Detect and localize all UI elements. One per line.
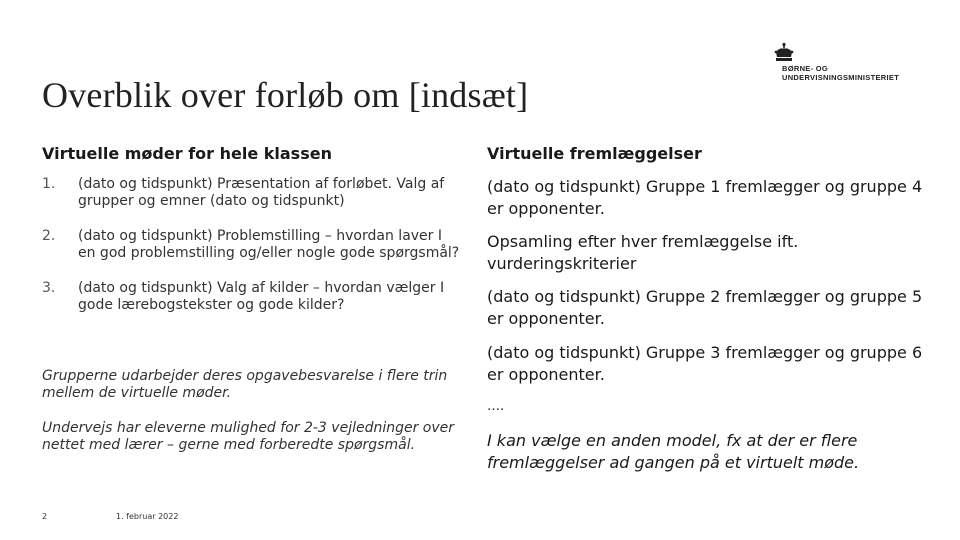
ministry-logo [770, 42, 930, 90]
alternative-model-note: I kan vælge en anden model, fx at der er flere fremlæggelser ad gangen på et virtuelt møde. [487, 431, 860, 472]
summary-note: Opsamling efter hver fremlæggelse ift. vurderingskriterier [487, 232, 799, 273]
right-heading: Virtuelle fremlæggelser [487, 144, 702, 163]
list-item-text: (dato og tidspunkt) Problemstilling – hvordan laver I en god problemstilling og/eller nogle gode spørgsmål? [78, 228, 460, 261]
list-item-number: 3. [42, 280, 56, 296]
crown-icon [770, 42, 798, 64]
guidance-note: Undervejs har eleverne mulighed for 2-3 vejledninger over nettet med lærer – gerne med forberedte spørgsmål. [42, 420, 455, 453]
list-item-text: (dato og tidspunkt) Præsentation af forløbet. Valg af grupper og emner (dato og tidspunkt) [78, 176, 445, 209]
list-item [42, 176, 462, 210]
slide-title: Overblik over forløb om [indsæt] [42, 75, 529, 115]
footer-date: 1. februar 2022 [116, 512, 179, 521]
list-item [42, 280, 462, 314]
list-item-number: 2. [42, 228, 56, 244]
meeting-list [42, 176, 462, 332]
group-work-note: Grupperne udarbejder deres opgavebesvarelse i flere trin mellem de virtuelle møder. [42, 368, 448, 401]
presentation-1: (dato og tidspunkt) Gruppe 1 fremlægger og gruppe 4 er opponenter. [487, 177, 923, 218]
logo-line-2: UNDERVISNINGSMINISTERIET [782, 73, 900, 82]
logo-wordmark [782, 64, 899, 82]
logo-line-1: BØRNE- OG [782, 64, 829, 73]
ellipsis: …. [487, 399, 505, 414]
list-item [42, 228, 462, 262]
presentation-3: (dato og tidspunkt) Gruppe 3 fremlægger og gruppe 6 er opponenter. [487, 343, 923, 384]
list-item-number: 1. [42, 176, 56, 192]
left-heading: Virtuelle møder for hele klassen [42, 144, 332, 163]
page-number: 2 [42, 512, 48, 521]
list-item-text: (dato og tidspunkt) Valg af kilder – hvordan vælger I gode lærebogstekster og gode kilder? [78, 280, 445, 313]
presentation-2: (dato og tidspunkt) Gruppe 2 fremlægger og gruppe 5 er opponenter. [487, 287, 923, 328]
